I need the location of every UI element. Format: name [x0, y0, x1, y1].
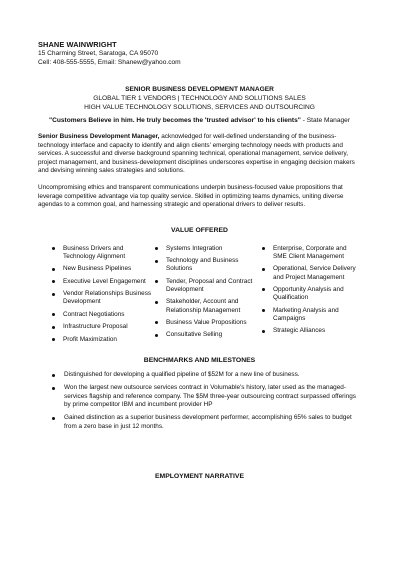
list-item: Technology and Business Solutions: [155, 257, 262, 273]
headline-block: [38, 85, 361, 112]
list-item: Executive Level Engagement: [52, 278, 155, 286]
headline-line-1: GLOBAL TIER 1 VENDORS | TECHNOLOGY AND SOLUTIONS SALES: [93, 95, 306, 102]
list-item: Stakeholder, Account and Relationship Management: [155, 298, 262, 314]
list-item: Consultative Selling: [155, 331, 262, 339]
contact-block: [38, 40, 361, 67]
list-item: Systems Integration: [155, 245, 262, 253]
list-item: Infrastructure Proposal: [52, 323, 155, 331]
testimonial-quote: [38, 116, 361, 125]
value-offered-columns: [38, 245, 361, 348]
address: 15 Charming Street, Saratoga, CA 95070: [38, 50, 159, 57]
list-item: Business Value Propositions: [155, 319, 262, 327]
benchmarks-heading: BENCHMARKS AND MILESTONES: [143, 356, 256, 364]
employment-heading: EMPLOYMENT NARRATIVE: [155, 472, 244, 480]
list-item: Won the largest new outsource services contract in Volumable's history, later used as the managed-services flagship and reference company. The $5M three-year outsourcing contract surpassed offerings by prime competitor IBM and incumbent provider HP: [52, 384, 361, 410]
list-item: Opportunity Analysis and Qualification: [262, 286, 361, 302]
list-item: Vendor Relationships Business Development: [52, 290, 155, 306]
headline-title: SENIOR BUSINESS DEVELOPMENT MANAGER: [125, 86, 274, 93]
value-column-2: [155, 245, 262, 348]
benchmarks-list: [52, 371, 361, 432]
summary-text: acknowledged for well-defined understanding of the business-technology interface and capacity to identify and align clients' emerging technology needs with products and services. A successful and diverse background spanning technical, operational management, service delivery, project management, and business-development disciplines underscores expertise in engaging decision makers and devising winning sales strategies and solutions.: [38, 133, 355, 175]
list-item: Contract Negotiations: [52, 311, 155, 319]
phone-email: Cell: 408-555-5555, Email: Shanew@yahoo.com: [38, 59, 181, 66]
summary-lead: Senior Business Development Manager,: [38, 133, 160, 140]
candidate-name: SHANE WAINWRIGHT: [38, 40, 117, 49]
list-item: Business Drivers and Technology Alignment: [52, 245, 155, 261]
list-item: Enterprise, Corporate and SME Client Management: [262, 245, 361, 261]
list-item: Operational, Service Delivery and Project Management: [262, 265, 361, 281]
list-item: Marketing Analysis and Campaigns: [262, 307, 361, 323]
headline-line-2: HIGH VALUE TECHNOLOGY SOLUTIONS, SERVICES AND OUTSOURCING: [84, 104, 315, 111]
quote-text: "Customers Believe in him. He truly becomes the 'trusted advisor' to his clients": [48, 117, 301, 124]
summary-paragraph-2: Uncompromising ethics and transparent communications underpin business-focused value propositions that leverage competitive advantage via top quality service. Skilled in optimizing teams dynamics, uniting diverse agendas to a common goal, and harnessing strategic and operational drivers to deliver results.: [38, 183, 344, 209]
value-column-3: [262, 245, 361, 348]
summary-paragraph: [38, 133, 361, 176]
quote-attribution: - State Manager: [300, 117, 351, 124]
list-item: New Business Pipelines: [52, 265, 155, 273]
list-item: Distinguished for developing a qualified pipeline of $52M for a new line of business.: [52, 371, 361, 380]
list-item: Gained distinction as a superior business development performer, accomplishing 65% sales to budget from a zero base in just 12 months.: [52, 414, 361, 431]
value-offered-heading: VALUE OFFERED: [171, 226, 228, 234]
value-column-1: [52, 245, 155, 348]
list-item: Tender, Proposal and Contract Development: [155, 278, 262, 294]
list-item: Profit Maximization: [52, 336, 155, 344]
list-item: Strategic Alliances: [262, 327, 361, 335]
